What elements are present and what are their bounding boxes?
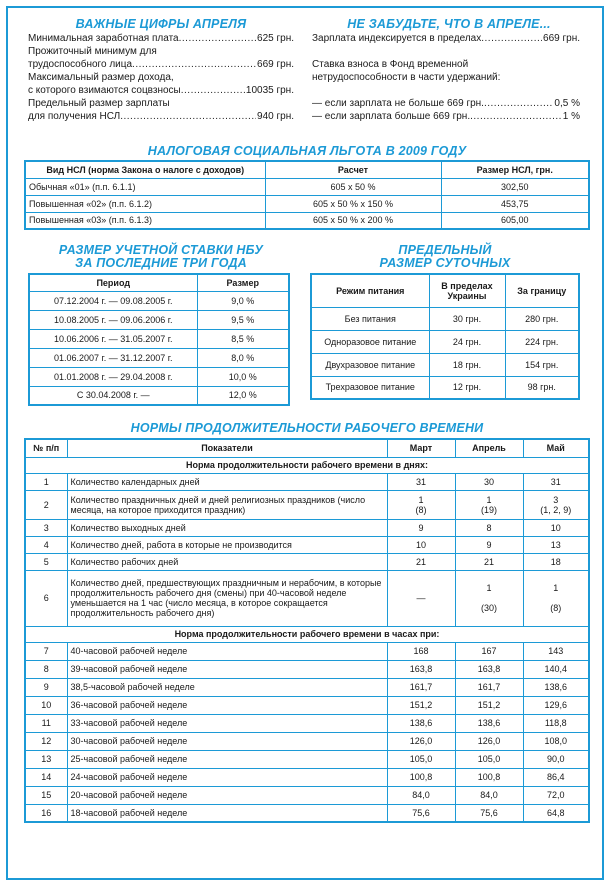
table-cell: 11 bbox=[25, 714, 67, 732]
table-cell: Повышенная «03» (п.п. 6.1.3) bbox=[25, 212, 265, 229]
table-cell: Количество выходных дней bbox=[67, 519, 387, 536]
important-line: Прожиточный минимум для bbox=[28, 46, 157, 57]
table-cell: 13 bbox=[523, 536, 589, 553]
table-cell: 280 грн. bbox=[505, 307, 579, 330]
table-cell: Повышенная «02» (п.п. 6.1.2) bbox=[25, 195, 265, 212]
table-cell: 8 bbox=[25, 660, 67, 678]
table-cell: 302,50 bbox=[441, 178, 589, 195]
important-line: Предельный размер зарплаты bbox=[28, 98, 170, 109]
daily-table bbox=[310, 273, 580, 400]
table-cell: 126,0 bbox=[387, 732, 455, 750]
table-cell: 10.06.2006 г. — 31.05.2007 г. bbox=[29, 329, 197, 348]
table-cell: 3 bbox=[25, 519, 67, 536]
table-row bbox=[25, 768, 589, 786]
rate-table bbox=[28, 273, 290, 406]
table-cell: 140,4 bbox=[523, 660, 589, 678]
table-row bbox=[25, 642, 589, 660]
table-cell: 12,0 % bbox=[197, 386, 289, 405]
table-cell: С 30.04.2008 г. — bbox=[29, 386, 197, 405]
important-title: ВАЖНЫЕ ЦИФРЫ АПРЕЛЯ bbox=[75, 17, 247, 31]
table-cell: Одноразовое питание bbox=[311, 330, 429, 353]
table-cell: 224 грн. bbox=[505, 330, 579, 353]
table-cell: 13 bbox=[25, 750, 67, 768]
table-cell: 16 bbox=[25, 804, 67, 822]
table-row bbox=[25, 714, 589, 732]
table-row bbox=[311, 307, 579, 330]
important-lines bbox=[28, 32, 294, 123]
table-cell: 30 bbox=[455, 473, 523, 490]
important-line: для получения НСЛ ..... 940 грн. bbox=[28, 110, 294, 123]
table-cell: 10,0 % bbox=[197, 367, 289, 386]
important-line: с которого взимаются соцвзносы ..... 10035 грн. bbox=[28, 84, 294, 97]
table-cell: Двухразовое питание bbox=[311, 353, 429, 376]
table-cell: 108,0 bbox=[523, 732, 589, 750]
table-cell: 10 bbox=[25, 696, 67, 714]
table-cell: 605 х 50 % х 150 % bbox=[265, 195, 441, 212]
norms-table bbox=[24, 438, 590, 823]
section-row bbox=[25, 626, 589, 642]
table-row bbox=[25, 212, 589, 229]
table-cell: 12 bbox=[25, 732, 67, 750]
remember-line-5: — если зарплата больше 669 грн. ..... 1 % bbox=[312, 110, 580, 123]
section-label: Норма продолжительности рабочего времени в днях: bbox=[25, 457, 589, 473]
nsl-header-type: Вид НСЛ (норма Закона о налоге с доходов) bbox=[25, 161, 265, 178]
table-cell: 605 х 50 % bbox=[265, 178, 441, 195]
table-cell: 138,6 bbox=[387, 714, 455, 732]
table-cell: 75,6 bbox=[387, 804, 455, 822]
rate-title-1: РАЗМЕР УЧЕТНОЙ СТАВКИ НБУ bbox=[58, 243, 264, 257]
table-cell: 98 грн. bbox=[505, 376, 579, 399]
table-row bbox=[29, 348, 289, 367]
important-line: Максимальный размер дохода, bbox=[28, 72, 174, 83]
table-cell: 605 х 50 % х 200 % bbox=[265, 212, 441, 229]
table-row bbox=[29, 310, 289, 329]
table-row bbox=[25, 804, 589, 822]
table-row bbox=[29, 291, 289, 310]
table-cell: 168 bbox=[387, 642, 455, 660]
table-cell: 31 bbox=[387, 473, 455, 490]
table-cell: 4 bbox=[25, 536, 67, 553]
remember-line-3: нетрудоспособности в части удержаний: bbox=[312, 72, 501, 83]
table-cell: 10 bbox=[387, 536, 455, 553]
remember-lines bbox=[312, 32, 580, 123]
table-cell: 161,7 bbox=[455, 678, 523, 696]
table-cell: 138,6 bbox=[455, 714, 523, 732]
norms-header-april: Апрель bbox=[455, 439, 523, 457]
table-cell: 151,2 bbox=[387, 696, 455, 714]
table-cell: 90,0 bbox=[523, 750, 589, 768]
table-row bbox=[29, 386, 289, 405]
table-cell: Трехразовое питание bbox=[311, 376, 429, 399]
norms-header-indicator: Показатели bbox=[67, 439, 387, 457]
table-row bbox=[25, 195, 589, 212]
table-cell: 21 bbox=[387, 553, 455, 570]
table-cell: 2 bbox=[25, 490, 67, 519]
table-row bbox=[25, 786, 589, 804]
table-cell: 161,7 bbox=[387, 678, 455, 696]
table-cell: 154 грн. bbox=[505, 353, 579, 376]
table-cell: 1 (30) bbox=[455, 570, 523, 626]
remember-title: НЕ ЗАБУДЬТЕ, ЧТО В АПРЕЛЕ... bbox=[347, 17, 551, 31]
table-cell: 07.12.2004 г. — 09.08.2005 г. bbox=[29, 291, 197, 310]
table-cell: 39-часовой рабочей неделе bbox=[67, 660, 387, 678]
table-cell: 9 bbox=[25, 678, 67, 696]
table-cell: 24 грн. bbox=[429, 330, 505, 353]
table-cell: 01.06.2007 г. — 31.12.2007 г. bbox=[29, 348, 197, 367]
table-row bbox=[25, 570, 589, 626]
section-label: Норма продолжительности рабочего времени в часах при: bbox=[25, 626, 589, 642]
table-cell: 01.01.2008 г. — 29.04.2008 г. bbox=[29, 367, 197, 386]
daily-header-ukraine: В пределах Украины bbox=[429, 274, 505, 307]
table-cell: 105,0 bbox=[387, 750, 455, 768]
remember-line-2: Ставка взноса в Фонд временной bbox=[312, 59, 469, 70]
table-cell: 7 bbox=[25, 642, 67, 660]
rate-header-period: Период bbox=[29, 274, 197, 291]
table-cell: 10.08.2005 г. — 09.06.2006 г. bbox=[29, 310, 197, 329]
table-row bbox=[29, 329, 289, 348]
table-cell: 453,75 bbox=[441, 195, 589, 212]
norms-header-num: № п/п bbox=[25, 439, 67, 457]
table-row bbox=[25, 678, 589, 696]
important-line: трудоспособного лица ..... 669 грн. bbox=[28, 58, 294, 71]
table-cell: 84,0 bbox=[455, 786, 523, 804]
table-cell: 31 bbox=[523, 473, 589, 490]
table-row bbox=[25, 660, 589, 678]
table-cell: 9 bbox=[455, 536, 523, 553]
table-cell: 3 (1, 2, 9) bbox=[523, 490, 589, 519]
table-row bbox=[311, 376, 579, 399]
remember-line-4: — если зарплата не больше 669 грн. ..... 0,5 % bbox=[312, 97, 580, 110]
daily-header-abroad: За границу bbox=[505, 274, 579, 307]
table-cell: 15 bbox=[25, 786, 67, 804]
rate-header-size: Размер bbox=[197, 274, 289, 291]
rate-title-2: ЗА ПОСЛЕДНИЕ ТРИ ГОДА bbox=[75, 256, 247, 270]
table-cell: Количество дней, предшествующих праздничным и нерабочим, в которые продолжительность рабочего дня (смены) при 40-часовой неделе уменьшается на 1 час (число месяца, в которое сокращается продолжительность рабочего дня) bbox=[67, 570, 387, 626]
table-cell: 8,0 % bbox=[197, 348, 289, 367]
table-row bbox=[25, 490, 589, 519]
table-cell: 8,5 % bbox=[197, 329, 289, 348]
table-cell: 14 bbox=[25, 768, 67, 786]
table-cell: 20-часовой рабочей неделе bbox=[67, 786, 387, 804]
table-cell: 8 bbox=[455, 519, 523, 536]
table-row bbox=[25, 696, 589, 714]
table-cell: — bbox=[387, 570, 455, 626]
daily-title-1: ПРЕДЕЛЬНЫЙ bbox=[398, 243, 492, 257]
table-cell: 100,8 bbox=[455, 768, 523, 786]
table-cell: 138,6 bbox=[523, 678, 589, 696]
norms-header-may: Май bbox=[523, 439, 589, 457]
table-cell: 143 bbox=[523, 642, 589, 660]
table-cell: 9,0 % bbox=[197, 291, 289, 310]
table-cell: 100,8 bbox=[387, 768, 455, 786]
table-row bbox=[25, 519, 589, 536]
table-row bbox=[25, 750, 589, 768]
table-cell: 18 bbox=[523, 553, 589, 570]
table-cell: 1 bbox=[25, 473, 67, 490]
table-cell: 18-часовой рабочей неделе bbox=[67, 804, 387, 822]
table-row bbox=[29, 367, 289, 386]
table-cell: 1 (19) bbox=[455, 490, 523, 519]
table-cell: Количество календарных дней bbox=[67, 473, 387, 490]
table-cell: 40-часовой рабочей неделе bbox=[67, 642, 387, 660]
table-cell: 1 (8) bbox=[387, 490, 455, 519]
table-cell: 163,8 bbox=[387, 660, 455, 678]
table-cell: 163,8 bbox=[455, 660, 523, 678]
table-cell: Обычная «01» (п.п. 6.1.1) bbox=[25, 178, 265, 195]
table-row bbox=[311, 353, 579, 376]
table-cell: Количество праздничных дней и дней религиозных праздников (число месяца, на которое приходится праздник) bbox=[67, 490, 387, 519]
norms-header-march: Март bbox=[387, 439, 455, 457]
table-cell: 18 грн. bbox=[429, 353, 505, 376]
table-cell: 33-часовой рабочей неделе bbox=[67, 714, 387, 732]
table-cell: 151,2 bbox=[455, 696, 523, 714]
table-cell: 9 bbox=[387, 519, 455, 536]
table-cell: 5 bbox=[25, 553, 67, 570]
nsl-table bbox=[24, 160, 590, 230]
table-row bbox=[25, 178, 589, 195]
table-row bbox=[311, 330, 579, 353]
important-line: Минимальная заработная плата ..... 625 грн. bbox=[28, 32, 294, 45]
nsl-title: НАЛОГОВАЯ СОЦИАЛЬНАЯ ЛЬГОТА В 2009 ГОДУ bbox=[147, 144, 467, 158]
table-cell: 64,8 bbox=[523, 804, 589, 822]
table-cell: 129,6 bbox=[523, 696, 589, 714]
remember-line-1: Зарплата индексируется в пределах ..... 669 грн. bbox=[312, 32, 580, 45]
table-cell: 36-часовой рабочей неделе bbox=[67, 696, 387, 714]
daily-header-mode: Режим питания bbox=[311, 274, 429, 307]
table-cell: 105,0 bbox=[455, 750, 523, 768]
table-cell: 118,8 bbox=[523, 714, 589, 732]
nsl-header-calc: Расчет bbox=[265, 161, 441, 178]
norms-title: НОРМЫ ПРОДОЛЖИТЕЛЬНОСТИ РАБОЧЕГО ВРЕМЕНИ bbox=[130, 421, 484, 435]
table-cell: 126,0 bbox=[455, 732, 523, 750]
table-row bbox=[25, 473, 589, 490]
section-row bbox=[25, 457, 589, 473]
table-row bbox=[25, 553, 589, 570]
table-cell: 84,0 bbox=[387, 786, 455, 804]
nsl-header-amount: Размер НСЛ, грн. bbox=[441, 161, 589, 178]
table-cell: 9,5 % bbox=[197, 310, 289, 329]
table-cell: 30 грн. bbox=[429, 307, 505, 330]
table-cell: 10 bbox=[523, 519, 589, 536]
table-cell: 86,4 bbox=[523, 768, 589, 786]
table-cell: 72,0 bbox=[523, 786, 589, 804]
table-cell: Количество дней, работа в которые не производится bbox=[67, 536, 387, 553]
table-cell: 21 bbox=[455, 553, 523, 570]
daily-title-2: РАЗМЕР СУТОЧНЫХ bbox=[379, 256, 511, 270]
table-row bbox=[25, 732, 589, 750]
table-cell: Без питания bbox=[311, 307, 429, 330]
table-cell: 24-часовой рабочей неделе bbox=[67, 768, 387, 786]
table-row bbox=[25, 536, 589, 553]
table-cell: 38,5-часовой рабочей неделе bbox=[67, 678, 387, 696]
table-cell: 30-часовой рабочей неделе bbox=[67, 732, 387, 750]
table-cell: 75,6 bbox=[455, 804, 523, 822]
table-cell: 605,00 bbox=[441, 212, 589, 229]
table-cell: 167 bbox=[455, 642, 523, 660]
table-cell: Количество рабочих дней bbox=[67, 553, 387, 570]
table-cell: 6 bbox=[25, 570, 67, 626]
table-cell: 12 грн. bbox=[429, 376, 505, 399]
table-cell: 25-часовой рабочей неделе bbox=[67, 750, 387, 768]
table-cell: 1 (8) bbox=[523, 570, 589, 626]
